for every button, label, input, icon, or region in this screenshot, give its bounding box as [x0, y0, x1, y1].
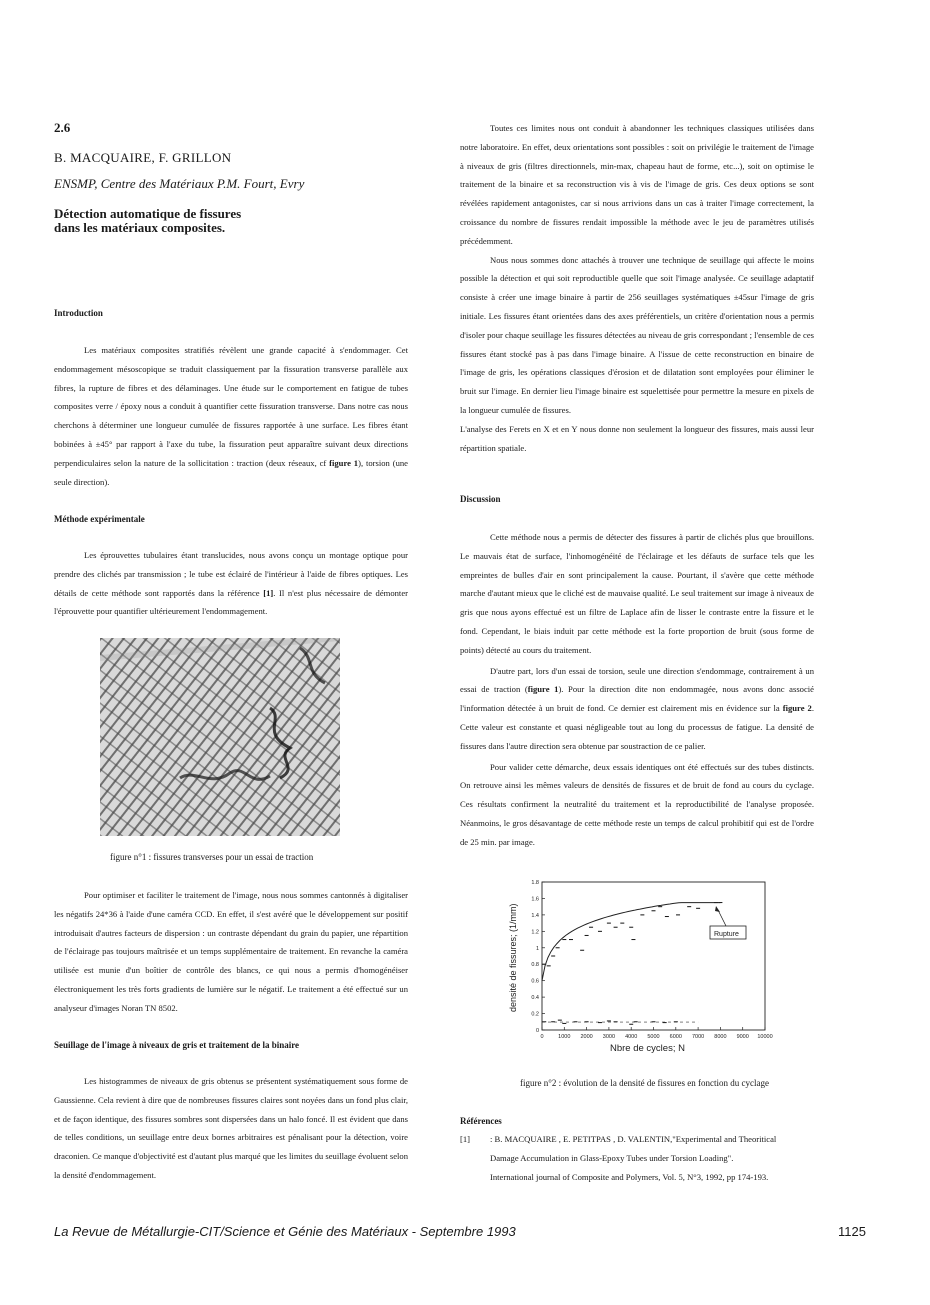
discussion-para1: Cette méthode nous a permis de détecter des fissures à partir de clichés plus que brouillons. Le mauvais état de surface, l'inhomogénéité de l'éclairage et les défauts de surface tels que les empreintes de bulles d'air en sont principalement la cause. Pourtant, il s'avère que cette méthode marche d'autant mieux que le cliché est de mauvaise qualité. Le seul traitement sur image à niveaux de gris que nous ayons effectué est un filtre de Laplace afin de lisser le contraste entre la fissure et le fond. Cependant, le biais induit par cette méthode est la forte proportion de bruit (sous forme de points) détecté au cours du traitement. — [460, 532, 814, 655]
authors: B. MACQUAIRE, F. GRILLON — [54, 150, 232, 165]
seuil-text: Les histogrammes de niveaux de gris obtenus se présentent systématiquement sous forme de Gaussienne. Cela revient à dire que de nombreuses fissures claires sont noyées dans un fond plus clair, et de façon identique, des fissures sombres sont dispersées dans un halo foncé. Il est évident que dans de telles conditions, un seuillage entre deux bornes arbitraires est pénalisant pour la détection, voire draconien. Ce manque d'objectivité est d'autant plus marqué que les limites du seuillage évoluent selon la densité d'endommagement. — [54, 1076, 408, 1180]
plot-frame — [542, 882, 765, 1030]
page-number: 1125 — [838, 1224, 866, 1239]
fit-curve — [542, 903, 720, 981]
x-tick-label: 10000 — [757, 1034, 773, 1040]
intro-tail: ), torsion (une seule direction). — [54, 457, 408, 487]
discussion-para2-a: D'autre part, lors d'un essai de torsion, seule une direction s'endommage, contrairement à un essai de traction ( — [460, 665, 814, 695]
y-tick-label: 1.2 — [531, 929, 539, 936]
y-tick-label: 0.8 — [531, 962, 539, 969]
rupture-arrowhead — [715, 906, 720, 912]
intro-figure-ref[interactable]: figure 1 — [329, 457, 359, 468]
intro-text: Les matériaux composites stratifiés révèlent une grande capacité à s'endommager. Cet endommagement mésoscopique se traduit classiquement par la fissuration transverse parallèle aux fibres, la rupture de fibres et des délaminages. Une étude sur le comportement en fatigue de tubes composites verre / époxy nous a conduit à quantifier cette fissuration transverse. Dans notre cas nous cherchons à déterminer une longueur cumulée de fissures rapportée à une surface. Les fibres étant bobinées à ±45° par rapport à l'axe du tube, la fissuration peut apparaître suivant deux directions perpendiculaires selon la nature de la sollicitation : traction (deux réseaux, cf — [54, 345, 408, 468]
article-title — [54, 207, 241, 235]
rupture-arrow — [718, 910, 726, 926]
method-text: Les éprouvettes tubulaires étant translucides, nous avons conçu un montage optique pour prendre des clichés par transmission ; le tube est éclairé de l'intérieur à l'aide de fibres optiques. Les détails de cette méthode sont rapportés dans la référence — [54, 550, 408, 598]
discussion-para2-b: ). Pour la direction dite non endommagée, nous avons donc associé l'information détectée à un bruit de fond. Ce dernier est clairement mis en évidence sur la — [460, 684, 814, 714]
ref1-line1: : B. MACQUAIRE , E. PETITPAS , D. VALENTIN,"Experimental and Theoritical — [490, 1134, 777, 1144]
x-tick-label: 4000 — [625, 1034, 638, 1040]
references-heading: Références — [460, 1116, 502, 1126]
discussion-para2 — [460, 662, 814, 756]
y-tick-label: 1.6 — [531, 896, 539, 903]
method-heading: Méthode expérimentale — [54, 514, 145, 524]
section-number: 2.6 — [54, 120, 71, 135]
image-text: Pour optimiser et faciliter le traitement de l'image, nous nous sommes cantonnés à digitaliser les négatifs 24*36 à l'aide d'une caméra CCD. En effet, il s'est avéré que le développement sur positif introduisait d'autres facteurs de dispersion : un contraste dépendant du grain du papier, une répartition de l'éclairage pas toujours maîtrisée et un temps supplémentaire de traitement. En revanche la caméra utilisée est munie d'un boîtier de contrôle des blancs, ce qui nous a permis d'homogénéiser électroniquement les très forts gradients de lumière sur le négatif. Le traitement a été effectué sur un analyseur d'images Noran TN 8502. — [54, 890, 408, 1013]
y-tick-label: 0 — [535, 1028, 539, 1034]
y-tick-label: 1.4 — [531, 912, 539, 919]
figure1-photo — [100, 638, 340, 836]
discussion-figure1-ref[interactable]: figure 1 — [527, 684, 559, 695]
right-para3: L'analyse des Ferets en X et en Y nous donne non seulement la longueur des fissures, mais aussi leur répartition spatiale. — [460, 423, 814, 453]
rupture-label: Rupture — [714, 931, 739, 938]
intro-paragraph — [54, 341, 408, 491]
article-title-line1: Détection automatique de fissures — [54, 206, 242, 221]
y-tick-label: 0.6 — [531, 978, 539, 985]
intro-heading: Introduction — [54, 308, 103, 318]
x-tick-label: 7000 — [691, 1034, 705, 1040]
article-title-line2: dans les matériaux composites. — [54, 220, 226, 235]
ref1-body — [490, 1130, 830, 1186]
ref1-number: [1] — [460, 1134, 471, 1144]
discussion-para2-c: . Cette valeur est constante et quasi négligeable tout au long du processus de fatigue. La densité de fissures dans l'autre direction sera obtenue par soustraction de ce palier. — [460, 703, 814, 751]
y-tick-label: 1 — [535, 945, 539, 952]
journal-footer: La Revue de Métallurgie-CIT/Science et Génie des Matériaux - Septembre 1993 — [54, 1224, 516, 1239]
right-paragraphs — [460, 119, 814, 457]
image-paragraph — [54, 886, 408, 1018]
ref1-line3: International journal of Composite and Polymers, Vol. 5, N°3, 1992, pp 174-193. — [490, 1171, 769, 1182]
chart-xlabel: Nbre de cycles; N — [610, 1043, 685, 1054]
x-tick-label: 9000 — [736, 1034, 749, 1040]
y-tick-label: 0.2 — [531, 1011, 539, 1018]
discussion-paragraphs — [460, 528, 814, 852]
figure2-chart — [500, 872, 780, 1062]
y-tick-label: 1.8 — [531, 880, 539, 886]
chart-points — [542, 903, 722, 1025]
chart-ylabel: densité de fissures; (1/mm) — [508, 903, 518, 1012]
figure1-caption: figure n°1 : fissures transverses pour un essai de traction — [110, 852, 314, 862]
figure1-image — [100, 638, 340, 836]
right-para2: Nous nous sommes donc attachés à trouver une technique de seuillage qui affecte le moins possible la détection et qui soit reproductible quelle que soit l'image analysée. Ce seuillage adaptatif consiste à créer une image binaire à partir de 256 seuillages systématiques ±45sur l'image de gris initiale. Les fissures étant orientées dans des axes préférentiels, un critère d'orientation nous a permis d'isoler pour chaque seuillage les fissures détectées au niveau de gris correspondant ; l'ensemble de ces fissures étant stocké pas à pas dans l'image binaire. A l'issue de cette reconstruction en binaire de l'image de gris, les opérations classiques d'érosion et de dilatation sont employées pour éliminer le bruit sur l'image. En dernier lieu l'image binaire est squelettisée pour permettre la mesure en pixels de la longueur cumulée de fissures. — [460, 254, 814, 415]
figure2-caption: figure n°2 : évolution de la densité de fissures en fonction du cyclage — [520, 1078, 770, 1088]
discussion-para3: Pour valider cette démarche, deux essais identiques ont été effectués sur des tubes distincts. On retrouve ainsi les mêmes valeurs de densités de fissures et de bruit de fond au cours du cyclage. Ces résultats confirment la neutralité du traitement et la reproductibilité de l'analyse proposée. Néanmoins, le gros désavantage de cette méthode reste un temps de calcul prohibitif qui est de l'ordre de 25 min. par image. — [460, 761, 814, 847]
method-tail: . Il n'est plus nécessaire de démonter l'éprouvette pour quantifier ultérieurement l'endommagement. — [54, 587, 408, 617]
ref1-line2: Damage Accumulation in Glass-Epoxy Tubes under Torsion Loading". — [490, 1152, 734, 1163]
discussion-figure2-ref[interactable]: figure 2 — [782, 703, 812, 714]
y-tick-label: 0.4 — [531, 995, 539, 1002]
affiliation: ENSMP, Centre des Matériaux P.M. Fourt, Evry — [54, 176, 305, 191]
discussion-heading: Discussion — [460, 494, 501, 504]
chart-ticks — [531, 880, 772, 1040]
right-para1: Toutes ces limites nous ont conduit à abandonner les techniques classiques utilisées dans notre laboratoire. En effet, deux orientations sont possibles : soit on privilégie le traitement de l'image à niveaux de gris (filtres directionnels, min-max, chapeau haut de forme, etc...), soit on optimise le traitement de la binaire et sa reconstruction vis à vis de l'image de gris. Ces deux options se sont révélées rapidement antagonistes, car si nous arrivions dans un cas à traiter l'image correctement, la croissance du nombre de fissures rendait impossible la méthode avec le jeu de paramètres utilisés précédemment. — [460, 123, 814, 246]
method-paragraph — [54, 546, 408, 621]
x-tick-label: 3000 — [602, 1034, 616, 1040]
x-tick-label: 5000 — [647, 1034, 660, 1040]
seuil-heading: Seuillage de l'image à niveaux de gris et traitement de la binaire — [54, 1040, 300, 1050]
x-tick-label: 1000 — [558, 1034, 571, 1040]
seuil-paragraph — [54, 1072, 408, 1185]
method-reference[interactable]: [1] — [263, 587, 274, 598]
x-tick-label: 2000 — [580, 1034, 593, 1040]
x-tick-label: 6000 — [669, 1034, 682, 1040]
x-tick-label: 0 — [540, 1034, 544, 1040]
chart-axes — [542, 882, 765, 1030]
x-tick-label: 8000 — [714, 1034, 727, 1040]
rupture-annotation — [710, 906, 746, 939]
